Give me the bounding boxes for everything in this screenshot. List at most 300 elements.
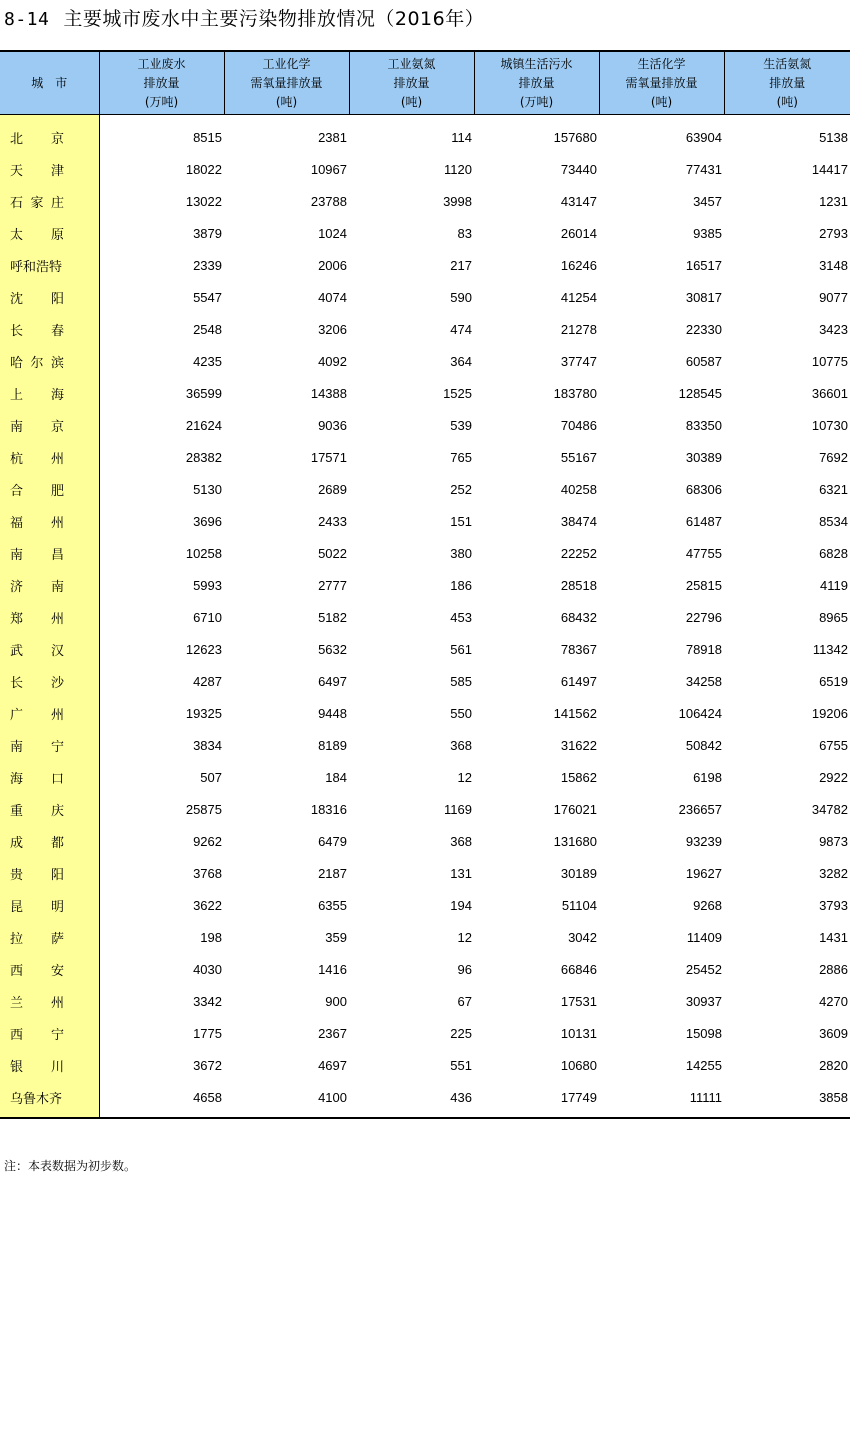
city-name: 银川 [10, 1059, 64, 1075]
header-line: 生活氨氮 [763, 56, 812, 71]
value-cell: 67 [457, 993, 472, 1009]
city-name: 海口 [10, 771, 64, 787]
value-cell: 2886 [819, 961, 848, 977]
value-cell: 14255 [685, 1057, 722, 1073]
header-line: 排放量 [143, 75, 180, 90]
table-row [0, 761, 850, 793]
table-row [0, 313, 850, 345]
value-cell: 17531 [560, 993, 597, 1009]
value-cell: 19627 [685, 865, 722, 881]
city-name: 石家庄 [10, 195, 64, 211]
city-cell [0, 185, 99, 217]
value-cell: 2820 [819, 1057, 848, 1073]
value-cell: 561 [450, 641, 472, 657]
value-cell: 4235 [193, 353, 222, 369]
city-name: 郑州 [10, 611, 64, 627]
city-name: 拉萨 [10, 931, 64, 947]
value-cell: 3342 [193, 993, 222, 1009]
city-name: 昆明 [10, 899, 64, 915]
city-name: 重庆 [10, 803, 64, 819]
city-cell [0, 1081, 99, 1118]
value-cell: 4030 [193, 961, 222, 977]
city-name: 长沙 [10, 675, 64, 691]
value-cell: 40258 [560, 481, 597, 497]
city-name: 乌鲁木齐 [10, 1091, 63, 1107]
table-number: 8-14 [4, 9, 50, 30]
value-cell: 6355 [318, 897, 347, 913]
city-name: 天津 [10, 163, 64, 179]
value-cell: 4270 [819, 993, 848, 1009]
table-row [0, 441, 850, 473]
value-cell: 16517 [685, 257, 722, 273]
value-cell: 131680 [553, 833, 597, 849]
value-cell: 3834 [193, 737, 222, 753]
value-cell: 131 [450, 865, 472, 881]
value-cell: 50842 [685, 737, 722, 753]
city-cell [0, 473, 99, 505]
value-cell: 13022 [185, 193, 222, 209]
value-cell: 507 [200, 769, 222, 785]
city-name: 北京 [10, 131, 64, 147]
table-row [0, 409, 850, 441]
value-cell: 77431 [685, 161, 722, 177]
city-cell [0, 345, 99, 377]
value-cell: 453 [450, 609, 472, 625]
value-cell: 30189 [560, 865, 597, 881]
city-cell [0, 825, 99, 857]
city-name: 济南 [10, 579, 64, 595]
city-name: 成都 [10, 835, 64, 851]
value-cell: 9036 [318, 417, 347, 433]
table-row [0, 857, 850, 889]
value-cell: 106424 [678, 705, 722, 721]
value-cell: 3672 [193, 1057, 222, 1073]
value-cell: 2793 [819, 225, 848, 241]
city-cell [0, 889, 99, 921]
value-cell: 236657 [678, 801, 722, 817]
header-line: (吨) [400, 94, 423, 109]
value-cell: 3423 [819, 321, 848, 337]
value-cell: 10258 [185, 545, 222, 561]
value-cell: 96 [457, 961, 472, 977]
value-cell: 6479 [318, 833, 347, 849]
value-cell: 3148 [819, 257, 848, 273]
value-cell: 183780 [553, 385, 597, 401]
table-row [0, 633, 850, 665]
city-cell [0, 1049, 99, 1081]
value-cell: 18316 [310, 801, 347, 817]
city-cell [0, 409, 99, 441]
value-cell: 3879 [193, 225, 222, 241]
table-row [0, 665, 850, 697]
value-cell: 17571 [310, 449, 347, 465]
value-cell: 2367 [318, 1025, 347, 1041]
value-cell: 3622 [193, 897, 222, 913]
value-cell: 3282 [819, 865, 848, 881]
value-cell: 68432 [560, 609, 597, 625]
city-cell [0, 697, 99, 729]
value-cell: 5547 [193, 289, 222, 305]
value-cell: 368 [450, 737, 472, 753]
value-cell: 10680 [560, 1057, 597, 1073]
value-cell: 5182 [318, 609, 347, 625]
value-cell: 14417 [811, 161, 848, 177]
value-cell: 30389 [685, 449, 722, 465]
value-cell: 550 [450, 705, 472, 721]
value-cell: 10131 [560, 1025, 597, 1041]
value-cell: 474 [450, 321, 472, 337]
city-name: 呼和浩特 [10, 259, 63, 275]
city-name: 沈阳 [10, 291, 64, 307]
header-line: 工业废水 [137, 56, 186, 71]
city-cell [0, 377, 99, 409]
value-cell: 4100 [224, 1081, 349, 1118]
header-line: 排放量 [769, 75, 806, 90]
value-cell: 194 [450, 897, 472, 913]
value-cell: 37747 [560, 353, 597, 369]
value-cell: 1024 [318, 225, 347, 241]
value-cell: 151 [450, 513, 472, 529]
city-cell [0, 601, 99, 633]
header-line: 排放量 [393, 75, 430, 90]
city-cell [0, 537, 99, 569]
city-cell [0, 153, 99, 185]
header-line: 工业氨氮 [387, 56, 436, 71]
value-cell: 61497 [560, 673, 597, 689]
value-cell: 585 [450, 673, 472, 689]
header-row [0, 51, 850, 115]
header-line: (万吨) [519, 94, 554, 109]
value-cell: 30937 [685, 993, 722, 1009]
value-cell: 70486 [560, 417, 597, 433]
value-cell: 364 [450, 353, 472, 369]
city-cell [0, 115, 99, 154]
city-cell [0, 441, 99, 473]
value-cell: 21624 [185, 417, 222, 433]
header-domestic-sewage [474, 51, 599, 115]
city-cell [0, 729, 99, 761]
value-cell: 38474 [560, 513, 597, 529]
table-row [0, 953, 850, 985]
header-domestic-ammonia [724, 51, 850, 115]
value-cell: 6755 [819, 737, 848, 753]
table-row [0, 185, 850, 217]
city-cell [0, 313, 99, 345]
value-cell: 9873 [819, 833, 848, 849]
footnote: 注：本表数据为初步数。 [4, 1159, 137, 1173]
value-cell: 359 [325, 929, 347, 945]
city-name: 杭州 [10, 451, 64, 467]
value-cell: 9385 [693, 225, 722, 241]
table-row [0, 1081, 850, 1118]
value-cell: 4119 [820, 577, 848, 593]
value-cell: 2339 [193, 257, 222, 273]
value-cell: 8965 [819, 609, 848, 625]
city-cell [0, 569, 99, 601]
value-cell: 25452 [685, 961, 722, 977]
value-cell: 73440 [560, 161, 597, 177]
table-row [0, 217, 850, 249]
value-cell: 2187 [318, 865, 347, 881]
value-cell: 68306 [685, 481, 722, 497]
table-row [0, 889, 850, 921]
value-cell: 2548 [193, 321, 222, 337]
value-cell: 5022 [318, 545, 347, 561]
value-cell: 4287 [193, 673, 222, 689]
header-city [0, 51, 99, 115]
table-row [0, 153, 850, 185]
value-cell: 28382 [185, 449, 222, 465]
city-name: 西安 [10, 963, 64, 979]
value-cell: 1775 [193, 1025, 222, 1041]
city-name: 南昌 [10, 547, 64, 563]
city-name: 武汉 [10, 643, 64, 659]
table-row [0, 281, 850, 313]
value-cell: 34258 [685, 673, 722, 689]
value-cell: 18022 [185, 161, 222, 177]
value-cell: 3858 [724, 1081, 850, 1118]
value-cell: 22330 [685, 321, 722, 337]
table-row [0, 569, 850, 601]
value-cell: 10967 [310, 161, 347, 177]
value-cell: 12623 [185, 641, 222, 657]
value-cell: 1431 [819, 929, 848, 945]
value-cell: 2006 [318, 257, 347, 273]
table-row [0, 1017, 850, 1049]
value-cell: 78918 [685, 641, 722, 657]
header-line: 需氧量排放量 [625, 75, 698, 90]
value-cell: 114 [451, 129, 472, 145]
value-cell: 5632 [318, 641, 347, 657]
value-cell: 60587 [685, 353, 722, 369]
value-cell: 41254 [560, 289, 597, 305]
value-cell: 9262 [193, 833, 222, 849]
value-cell: 51104 [561, 897, 597, 913]
value-cell: 30817 [685, 289, 722, 305]
value-cell: 3042 [568, 929, 597, 945]
value-cell: 43147 [560, 193, 597, 209]
value-cell: 25815 [685, 577, 722, 593]
value-cell: 6828 [819, 545, 848, 561]
value-cell: 93239 [685, 833, 722, 849]
value-cell: 15098 [685, 1025, 722, 1041]
value-cell: 765 [450, 449, 472, 465]
value-cell: 12 [457, 769, 472, 785]
value-cell: 1120 [444, 161, 472, 177]
value-cell: 19325 [185, 705, 222, 721]
header-line: (吨) [776, 94, 798, 109]
table-row [0, 601, 850, 633]
table-row [0, 921, 850, 953]
pollution-table [0, 50, 850, 1119]
value-cell: 128545 [678, 385, 722, 401]
table-row [0, 729, 850, 761]
city-name: 长春 [10, 323, 64, 339]
table-row [0, 1049, 850, 1081]
value-cell: 36599 [185, 385, 222, 401]
value-cell: 539 [450, 417, 472, 433]
header-line: 工业化学 [262, 56, 311, 71]
value-cell: 1525 [443, 385, 472, 401]
value-cell: 6321 [819, 481, 848, 497]
value-cell: 12 [457, 929, 472, 945]
value-cell: 176021 [553, 801, 597, 817]
value-cell: 17749 [474, 1081, 599, 1118]
header-line: (吨) [650, 94, 673, 109]
header-line: 排放量 [518, 75, 555, 90]
value-cell: 6497 [318, 673, 347, 689]
value-cell: 225 [450, 1025, 472, 1041]
table-row [0, 377, 850, 409]
value-cell: 15862 [560, 769, 597, 785]
city-cell [0, 217, 99, 249]
city-cell [0, 665, 99, 697]
value-cell: 10775 [811, 353, 848, 369]
value-cell: 66846 [560, 961, 597, 977]
value-cell: 184 [325, 769, 347, 785]
value-cell: 2922 [819, 769, 848, 785]
city-cell [0, 857, 99, 889]
header-line: 需氧量排放量 [250, 75, 323, 90]
city-name: 南京 [10, 419, 64, 435]
value-cell: 63904 [685, 129, 722, 145]
header-line: (万吨) [144, 94, 179, 109]
table-row [0, 697, 850, 729]
value-cell: 26014 [560, 225, 597, 241]
table-title-text: 主要城市废水中主要污染物排放情况（2016年） [63, 8, 485, 30]
value-cell: 590 [450, 289, 472, 305]
value-cell: 3768 [193, 865, 222, 881]
value-cell: 23788 [310, 193, 347, 209]
city-cell [0, 985, 99, 1017]
header-industrial-cod [224, 51, 349, 115]
value-cell: 78367 [560, 641, 597, 657]
value-cell: 3793 [819, 897, 848, 913]
value-cell: 5130 [193, 481, 222, 497]
value-cell: 1169 [444, 801, 472, 817]
value-cell: 2433 [318, 513, 347, 529]
value-cell: 7692 [819, 449, 848, 465]
value-cell: 9268 [693, 897, 722, 913]
city-name: 广州 [10, 707, 64, 723]
table-row [0, 985, 850, 1017]
city-cell [0, 761, 99, 793]
table-row [0, 825, 850, 857]
city-name: 南宁 [10, 739, 64, 755]
value-cell: 4092 [318, 353, 347, 369]
value-cell: 1416 [318, 961, 347, 977]
value-cell: 47755 [685, 545, 722, 561]
value-cell: 31622 [560, 737, 597, 753]
value-cell: 21278 [560, 321, 597, 337]
value-cell: 5138 [819, 129, 848, 145]
value-cell: 1231 [819, 193, 848, 209]
value-cell: 4697 [318, 1057, 347, 1073]
value-cell: 900 [325, 993, 347, 1009]
table-row [0, 345, 850, 377]
value-cell: 198 [200, 929, 222, 945]
table-row [0, 537, 850, 569]
value-cell: 83 [457, 225, 472, 241]
value-cell: 61487 [685, 513, 722, 529]
city-name: 贵阳 [10, 867, 64, 883]
value-cell: 2777 [318, 577, 347, 593]
header-line: 城镇生活污水 [500, 56, 573, 71]
value-cell: 380 [450, 545, 472, 561]
value-cell: 3609 [819, 1025, 848, 1041]
header-domestic-cod [599, 51, 724, 115]
value-cell: 22252 [560, 545, 597, 561]
value-cell: 217 [450, 257, 472, 273]
value-cell: 2381 [318, 129, 347, 145]
value-cell: 22796 [685, 609, 722, 625]
value-cell: 8189 [318, 737, 347, 753]
value-cell: 8515 [193, 129, 222, 145]
value-cell: 3696 [193, 513, 222, 529]
city-cell [0, 505, 99, 537]
value-cell: 252 [450, 481, 472, 497]
value-cell: 368 [450, 833, 472, 849]
city-cell [0, 793, 99, 825]
table-row [0, 473, 850, 505]
city-cell [0, 249, 99, 281]
value-cell: 5993 [193, 577, 222, 593]
value-cell: 55167 [560, 449, 597, 465]
table-row [0, 793, 850, 825]
value-cell: 19206 [811, 705, 848, 721]
city-cell [0, 921, 99, 953]
table-row [0, 249, 850, 281]
city-name: 福州 [10, 515, 64, 531]
value-cell: 141562 [553, 705, 597, 721]
header-line: (吨) [275, 94, 298, 109]
value-cell: 157680 [553, 129, 597, 145]
header-line: 城 市 [31, 75, 68, 90]
value-cell: 186 [450, 577, 472, 593]
header-industrial-ammonia [349, 51, 474, 115]
value-cell: 11111 [599, 1081, 724, 1118]
value-cell: 10730 [811, 417, 848, 433]
value-cell: 6198 [693, 769, 722, 785]
city-name: 上海 [10, 387, 64, 403]
city-cell [0, 281, 99, 313]
header-industrial-wastewater [99, 51, 224, 115]
value-cell: 6710 [193, 609, 222, 625]
value-cell: 8534 [819, 513, 848, 529]
value-cell: 6519 [819, 673, 848, 689]
value-cell: 436 [349, 1081, 474, 1118]
value-cell: 14388 [310, 385, 347, 401]
value-cell: 4658 [99, 1081, 224, 1118]
value-cell: 3206 [318, 321, 347, 337]
value-cell: 9448 [318, 705, 347, 721]
value-cell: 28518 [560, 577, 597, 593]
city-cell [0, 953, 99, 985]
table-body [0, 115, 850, 1119]
value-cell: 11342 [812, 641, 848, 657]
value-cell: 2689 [318, 481, 347, 497]
table-row [0, 115, 850, 154]
value-cell: 83350 [685, 417, 722, 433]
value-cell: 34782 [811, 801, 848, 817]
value-cell: 551 [450, 1057, 472, 1073]
table-row [0, 505, 850, 537]
value-cell: 3457 [693, 193, 722, 209]
city-name: 西宁 [10, 1027, 64, 1043]
value-cell: 4074 [318, 289, 347, 305]
city-name: 哈尔滨 [10, 355, 64, 371]
city-cell [0, 1017, 99, 1049]
